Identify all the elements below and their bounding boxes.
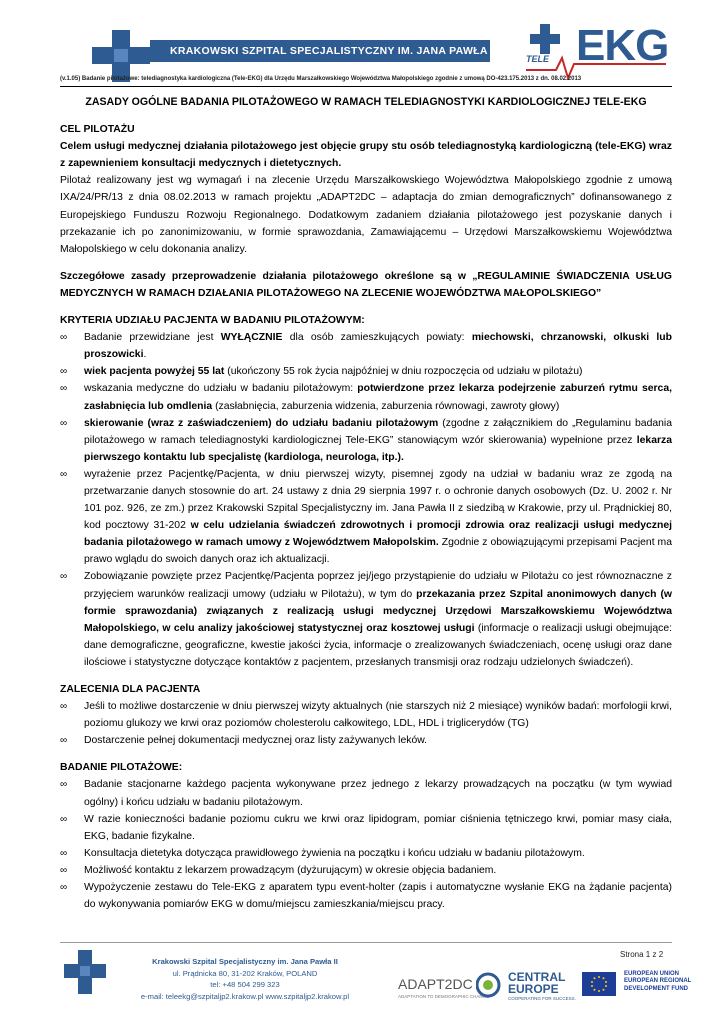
central-europe-subtitle: COOPERATING FOR SUCCESS. (508, 996, 576, 1001)
criteria-list (60, 329, 672, 671)
section-heading-criteria: KRYTERIA UDZIAŁU PACJENTA W BADANIU PILOTAŻOWYM: (60, 315, 365, 327)
document-title: ZASADY OGÓLNE BADANIA PILOTAŻOWEGO W RAMACH TELEDIAGNOSTYKI KARDIOLOGICZNEJ TELE-EKG (85, 96, 647, 108)
ekg-label: EKG (576, 21, 669, 70)
footer-phone: tel: +48 504 299 323 (210, 980, 280, 989)
bullet-icon: ∞ (60, 779, 68, 791)
bullet-icon: ∞ (60, 813, 68, 825)
list-item: ∞ Zobowiązanie powzięte przez Pacjentkę/Pacjenta poprzez jej/jego przystąpienie do udziału w Pilotażu co jest równoznaczne z przyjęciem warunków realizacji umowy (udziału w Pilotażu), w tym do przekazania przez Szpital anonimowych danych (w formie sprawozdania) związanych z realizacją usługi medycznej Urzędowi Marszałkowskiemu Województwa Małopolskiego, w celu analizy jakościowej statystycznej oraz kosztowej usługi (informacje o realizacji usługi obejmujące: dane demograficzne, geograficzne, kwestie jakości życia, informacje o zrealizowanych świadczeniach, ocenę usługi oraz dane ilościowe i statystyczne dotyczące kontaktów z pacjentem, przesłanych transmisji oraz rodzaju udzielonych świadczeń). (60, 568, 672, 671)
list-item: ∞ Badanie przewidziane jest WYŁĄCZNIE dla osób zamieszkujących powiaty: miechowski, chrzanowski, olkuski lub proszowicki. (60, 329, 672, 363)
list-item: ∞ Badanie stacjonarne każdego pacjenta wykonywane przez jednego z lekarzy prowadzących na początku (w tym wywiad ogólny) i końcu udziału w badaniu pilotażowym. (60, 776, 672, 810)
bullet-icon: ∞ (60, 366, 68, 378)
recommendations-list (60, 698, 672, 749)
hospital-banner: KRAKOWSKI SZPITAL SPECJALISTYCZNY IM. JANA PAWŁA II (150, 40, 490, 62)
list-item: ∞ skierowanie (wraz z zaświadczeniem) do udziału badaniu pilotażowym (zgodne z załącznikiem do „Regulaminu badania pilotażowego w ramach telediagnostyki kardiologicznej Tele-EKG” stanowiącym wzór skierowania) wypełnione przez lekarza pierwszego kontaktu lub specjalistę (kardiologa, neurologa, itp.). (60, 415, 672, 466)
eu-flag-icon (582, 972, 616, 996)
list-item: ∞ W razie konieczności badanie poziomu cukru we krwi oraz lipidogram, pomiar ciśnienia tętniczego krwi, pomiar masy ciała, EKG, badanie fizykalne. (60, 811, 672, 845)
footer-hospital-name: Krakowski Szpital Specjalistyczny im. Jana Pawła II (152, 957, 338, 966)
adapt2dc-subtitle: ADAPTATION TO DEMOGRAPHIC CHANGE (398, 994, 490, 999)
section-heading-study: BADANIE PILOTAŻOWE: (60, 762, 183, 774)
bullet-icon: ∞ (60, 417, 68, 429)
bullet-icon: ∞ (60, 701, 68, 713)
list-item: ∞ Wypożyczenie zestawu do Tele-EKG z aparatem typu event-holter (zapis i automatyczne wysłanie EKG na żądanie pacjenta) do wykonywania pomiarów EKG w domu/miejscu zamieszkania/miejscu pracy. (60, 879, 672, 913)
bullet-icon: ∞ (60, 735, 68, 747)
adapt2dc-logo: ADAPT2DC (398, 976, 473, 992)
list-item: ∞ wiek pacjenta powyżej 55 lat (ukończony 55 rok życia najpóźniej w dniu rozpoczęcia od udziału w pilotażu) (60, 363, 672, 380)
page-header (0, 0, 724, 82)
study-list (60, 776, 672, 913)
bullet-icon: ∞ (60, 571, 68, 583)
bullet-icon: ∞ (60, 383, 68, 395)
goal-description: Pilotaż realizowany jest wg wymagań i na zlecenie Urzędu Marszałkowskiego Województwa Małopolskiego zgodnie z umową IXA/24/PR/13 z dnia 08.02.2013 w ramach projektu „ADAPT2DC – adaptacja do zmian demograficznych” dofinansowanego z Europejskiego Funduszu Rozwoju Regionalnego. Dodatkowym zadaniem działania pilotażowego jest pozyskanie danych i przekazanie ich po zanonimizowaniu, w formie sprawozdania, Zamawiającemu – Urzędowi Marszałkowskiemu Województwa Małopolskiego w celu dokonania analizy. (60, 175, 672, 255)
central-europe-label: CENTRAL EUROPE (508, 970, 566, 996)
section-heading-recommendations: ZALECENIA DLA PACJENTA (60, 684, 201, 695)
bullet-icon: ∞ (60, 864, 68, 876)
page-number: Strona 1 z 2 (620, 950, 664, 959)
list-item: ∞ Konsultacja dietetyka dotycząca prawidłowego żywienia na początku i końcu udziału w badaniu pilotażowym. (60, 845, 672, 862)
version-line: (v.1.05) Badanie pilotażowe: telediagnostyka kardiologiczna (Tele-EKG) dla Urzędu Marszałkowskiego Województwa Małopolskiego zgodnie z umową DO-423.175.2013 z dn. 08.02.2013 (60, 76, 582, 82)
hospital-cross-logo-icon (92, 30, 150, 82)
list-item: ∞ wskazania medyczne do udziału w badaniu pilotażowym: potwierdzone przez lekarza podejrzenie zaburzeń rytmu serca, zasłabnięcia lub omdlenia (zasłabnięcia, zaburzenia widzenia, zaburzenia równowagi, zawroty głowy) (60, 380, 672, 414)
footer-email: e-mail: teleekg@szpitaljp2.krakow.pl www.szpitaljp2.krakow.pl (140, 991, 350, 1001)
footer-address: ul. Prądnicka 80, 31-202 Kraków, POLAND (172, 968, 318, 978)
document-body (60, 92, 672, 913)
bullet-icon: ∞ (60, 332, 68, 344)
list-item: ∞ Jeśli to możliwe dostarczenie w dniu pierwszej wizyty aktualnych (nie starszych niż 2 miesiące) wyników badań: morfologii krwi, poziomu glukozy we krwi oraz poziomów cholesterolu całkowitego, LDL, HDL i triglicerydów (TG) (60, 698, 672, 732)
header-divider (60, 86, 672, 87)
bullet-icon: ∞ (60, 468, 68, 480)
goal-statement: Celem usługi medycznej działania pilotażowego jest objęcie grupy stu osób telediagnostyką kardiologiczną (tele-EKG) wraz z zapewnieniem konsultacji medycznych i dietetycznych. (60, 141, 672, 170)
list-item: ∞ Dostarczenie pełnej dokumentacji medycznej oraz listy zażywanych leków. (60, 732, 672, 749)
hospital-cross-small-icon (64, 950, 106, 994)
bullet-icon: ∞ (60, 847, 68, 859)
eu-fund-label: EUROPEAN UNION EUROPEAN REGIONAL DEVELOPMENT FUND (624, 971, 692, 992)
footer-contact (110, 956, 380, 1002)
tele-label: TELE (526, 54, 550, 64)
list-item: ∞ Możliwość kontaktu z lekarzem prowadzącym (dyżurującym) w okresie objęcia badaniem. (60, 862, 672, 879)
bullet-icon: ∞ (60, 882, 68, 894)
rules-reference: Szczegółowe zasady przeprowadzenie działania pilotażowego określone są w „REGULAMINIE ŚWIADCZENIA USŁUG MEDYCZNYCH W RAMACH DZIAŁANIA PILOTAŻOWEGO NA ZLECENIE WOJEWÓDZTWA MAŁOPOLSKIEGO” (60, 270, 672, 299)
footer-divider (60, 942, 672, 943)
list-item: ∞ wyrażenie przez Pacjentkę/Pacjenta, w dniu pierwszej wizyty, pisemnej zgody na udział w badaniu wraz ze zgodą na przetwarzanie danych stosownie do art. 24 ustawy z dnia 29 sierpnia 1997 r. o ochronie danych osobowych (Dz. U. 2002 r. Nr 101 poz. 926, ze zm.) przez Krakowski Szpital Specjalistyczny im. Jana Pawła II z siedzibą w Krakowie, przy ul. Prądnickiej 80, kod pocztowy 31-202 w celu udzielania świadczeń zdrowotnych i promocji zdrowia oraz realizacji usługi medycznej badania pilotażowego w ramach umowy z Województwem Małopolskim. Zgodnie z obowiązującymi przepisami Pacjent ma prawo wglądu do swoich danych oraz ich aktualizacji. (60, 466, 672, 569)
section-heading-goal: CEL PILOTAŻU (60, 124, 135, 136)
